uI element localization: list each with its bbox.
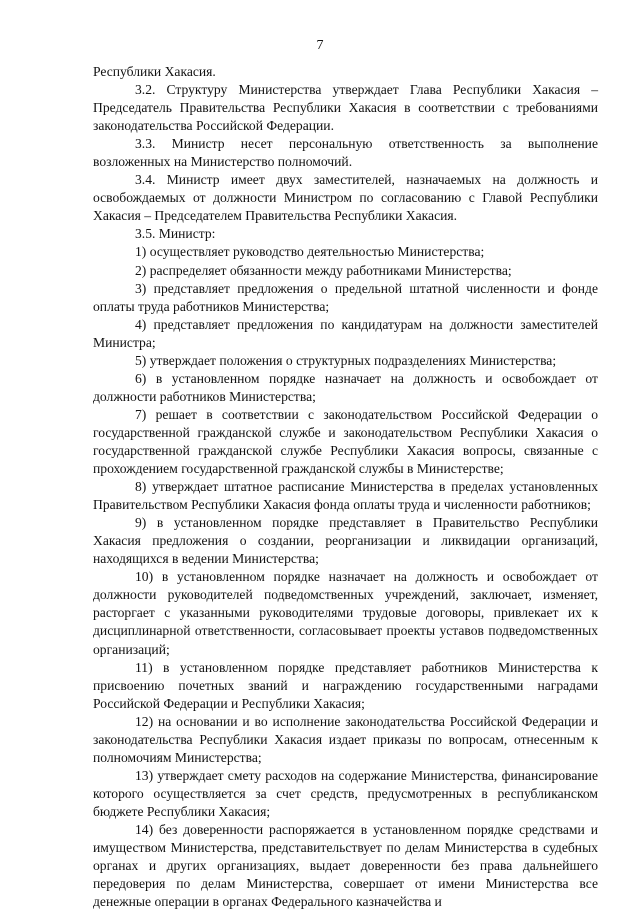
paragraph: 3.3. Министр несет персональную ответственность за выполнение возложенных на Министерство полномочий. (93, 136, 598, 170)
paragraph: 11) в установленном порядке представляет работников Министерства к присвоению почетных званий и награждению государственными наградами Российской Федерации и Республики Хакасия; (93, 659, 598, 711)
paragraph: 3.5. Министр: (135, 226, 216, 242)
page-number: 7 (316, 38, 324, 53)
paragraph: 5) утверждает положения о структурных подразделениях Министерства; (135, 352, 557, 368)
paragraph: 3) представляет предложения о предельной штатной численности и фонде оплаты труда работников Министерства; (93, 280, 598, 314)
paragraph: 4) представляет предложения по кандидатурам на должности заместителей Министра; (93, 316, 598, 350)
paragraph: 12) на основании и во исполнение законодательства Российской Федерации и законодательства Республики Хакасия издает приказы по вопросам, отнесенным к полномочиям Министерства; (93, 713, 598, 765)
paragraph: 6) в установленном порядке назначает на должность и освобождает от должности работников Министерства; (93, 370, 598, 404)
paragraph: 8) утверждает штатное расписание Министерства в пределах установленных Правительством Республики Хакасия фонда оплаты труда и численности работников; (93, 479, 598, 513)
paragraph: 10) в установленном порядке назначает на должность и освобождает от должности руководителей подведомственных учреждений, заключает, изменяет, расторгает с указанными руководителями трудовые договоры, привлекает их к дисциплинарной ответственности, согласовывает проекты уставов подведомственных организаций; (93, 569, 598, 657)
paragraph: 2) распределяет обязанности между работниками Министерства; (135, 262, 512, 278)
paragraph: 3.2. Структуру Министерства утверждает Глава Республики Хакасия – Председатель Правительства Республики Хакасия в соответствии с требованиями законодательства Российской Федерации. (93, 82, 598, 134)
paragraph: 9) в установленном порядке представляет в Правительство Республики Хакасия предложения о создании, реорганизации и ликвидации организаций, находящихся в ведении Министерства; (93, 515, 598, 567)
paragraph: 14) без доверенности распоряжается в установленном порядке средствами и имуществом Министерства, представительствует по делам Министерства в судебных органах и других организациях, выдает доверенности без права дальнейшего передоверия по делам Министерства, совершает от имени Министерства все денежные операции в органах Федерального казначейства и (93, 821, 598, 910)
paragraph-continuation: Республики Хакасия. (93, 64, 216, 79)
paragraph: 13) утверждает смету расходов на содержание Министерства, финансирование которого осуществляется за счет средств, предусмотренных в республиканском бюджете Республики Хакасия; (93, 767, 598, 819)
paragraph: 7) решает в соответствии с законодательством Российской Федерации о государственной гражданской службе и законодательством Республики Хакасия о государственной гражданской службе Республики Хакасия вопросы, связанные с прохождением государственной гражданской службы в Министерстве; (93, 406, 598, 477)
paragraph: 3.4. Министр имеет двух заместителей, назначаемых на должность и освобождаемых от должности Министром по согласованию с Главой Республики Хакасия – Председателем Правительства Республики Хакасия. (93, 172, 598, 224)
paragraph: 1) осуществляет руководство деятельностью Министерства; (135, 244, 485, 260)
document-body (93, 63, 598, 911)
